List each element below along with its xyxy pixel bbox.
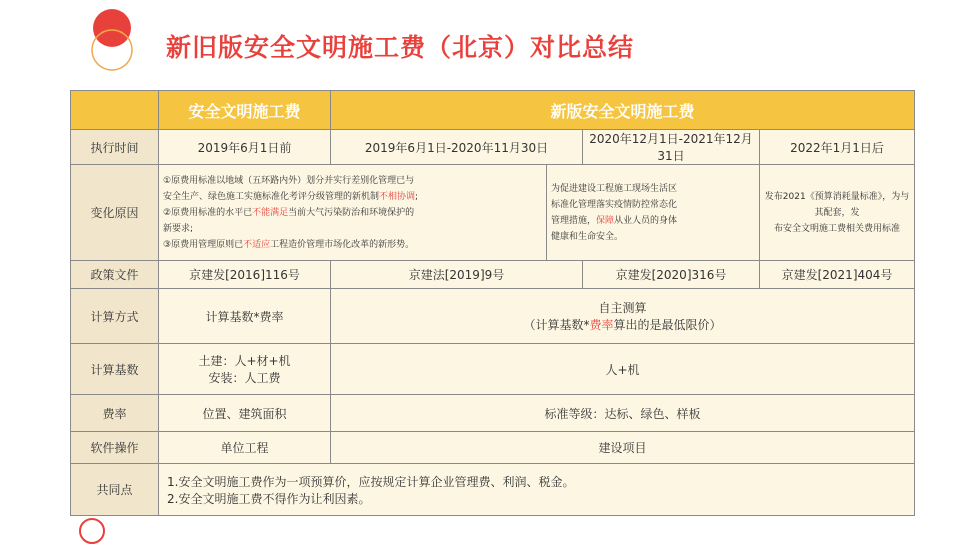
row-policy: [71, 261, 915, 289]
method-text: 算出的是最低限价）: [613, 318, 722, 332]
cell-software-new: 建设项目: [331, 432, 915, 464]
reason-text: 管理措施，: [551, 215, 597, 226]
reason-line: 新要求;: [163, 223, 194, 234]
cell-base-old: [159, 344, 331, 395]
header-old: 安全文明施工费: [159, 91, 331, 130]
cell-policy-4: 京建发[2021]404号: [760, 261, 915, 289]
reason-line: [163, 237, 542, 253]
bottom-logo-icon: [78, 517, 106, 545]
method-highlight: 费率: [589, 318, 614, 332]
row-label: 计算基数: [71, 344, 159, 395]
method-text: （计算基数*: [523, 318, 590, 332]
header-new: 新版安全文明施工费: [331, 91, 915, 130]
reason-text: ③原费用管理原则已: [163, 239, 244, 250]
row-method: [71, 289, 915, 344]
reason-highlight: 不能满足: [252, 207, 289, 218]
row-label: 计算方式: [71, 289, 159, 344]
row-label: 政策文件: [71, 261, 159, 289]
table-header-row: [71, 91, 915, 130]
row-software: [71, 432, 915, 464]
cell-policy-3: 京建发[2020]316号: [583, 261, 760, 289]
common-line: 1.安全文明施工费作为一项预算价，应按规定计算企业管理费、利润、税金。: [167, 474, 575, 489]
reason-highlight: 不相协调: [379, 191, 416, 202]
row-common: [71, 464, 915, 516]
method-line: 自主测算: [598, 301, 647, 315]
cell-time-3: 2020年12月1日-2021年12月31日: [583, 130, 760, 165]
logo-icon: [82, 8, 142, 76]
common-line: 2.安全文明施工费不得作为让利因素。: [167, 491, 371, 506]
reason-text: 从业人员的身体: [614, 215, 678, 226]
cell-method-old: 计算基数*费率: [159, 289, 331, 344]
cell-base-new: 人+机: [331, 344, 915, 395]
reason-text: ②原费用标准的水平已: [163, 207, 253, 218]
reason-line: 发布2021《预算消耗量标准》，为与其配套，发: [764, 191, 910, 218]
reason-highlight: 保障: [596, 215, 615, 226]
row-base: [71, 344, 915, 395]
row-reason: [71, 165, 915, 261]
page-title: 新旧版安全文明施工费（北京）对比总结: [166, 33, 635, 62]
reason-text: 安全生产、绿色施工实施标准化考评分级管理的新机制: [163, 191, 380, 202]
method-line: [335, 316, 910, 333]
cell-reason-1: [159, 165, 547, 261]
reason-line: 健康和生命安全。: [551, 231, 624, 242]
cell-common: [159, 464, 915, 516]
base-line: 土建：人+材+机: [198, 354, 291, 368]
cell-policy-1: 京建发[2016]116号: [159, 261, 331, 289]
reason-highlight: 不适应: [243, 239, 271, 250]
reason-text: 工程造价管理市场化改革的新形势。: [270, 239, 415, 250]
reason-line: [163, 205, 542, 221]
base-line: 安装：人工费: [208, 371, 281, 385]
row-label: 变化原因: [71, 165, 159, 261]
cell-time-4: 2022年1月1日后: [760, 130, 915, 165]
reason-line: 布安全文明施工费相关费用标准: [774, 223, 901, 234]
row-rate: [71, 395, 915, 432]
row-label: 共同点: [71, 464, 159, 516]
reason-text: ;: [415, 191, 419, 202]
reason-text: 当前大气污染防治和环境保护的: [288, 207, 415, 218]
cell-rate-old: 位置、建筑面积: [159, 395, 331, 432]
row-label: 执行时间: [71, 130, 159, 165]
cell-time-2: 2019年6月1日-2020年11月30日: [331, 130, 583, 165]
reason-line: [163, 189, 542, 205]
row-time: [71, 130, 915, 165]
reason-line: 为促进建设工程施工现场生活区: [551, 183, 678, 194]
row-label: 软件操作: [71, 432, 159, 464]
row-label: 费率: [71, 395, 159, 432]
header-blank: [71, 91, 159, 130]
cell-policy-2: 京建法[2019]9号: [331, 261, 583, 289]
cell-software-old: 单位工程: [159, 432, 331, 464]
cell-reason-2: [547, 165, 760, 261]
reason-line: 标准化管理落实疫情防控常态化: [551, 199, 678, 210]
reason-line: [551, 213, 755, 229]
cell-reason-3: [760, 165, 915, 261]
cell-time-1: 2019年6月1日前: [159, 130, 331, 165]
reason-line: ①原费用标准以地域（五环路内外）划分并实行差别化管理已与: [163, 175, 415, 186]
cell-rate-new: 标准等级：达标、绿色、样板: [331, 395, 915, 432]
comparison-table: [70, 90, 915, 516]
cell-method-new: [331, 289, 915, 344]
